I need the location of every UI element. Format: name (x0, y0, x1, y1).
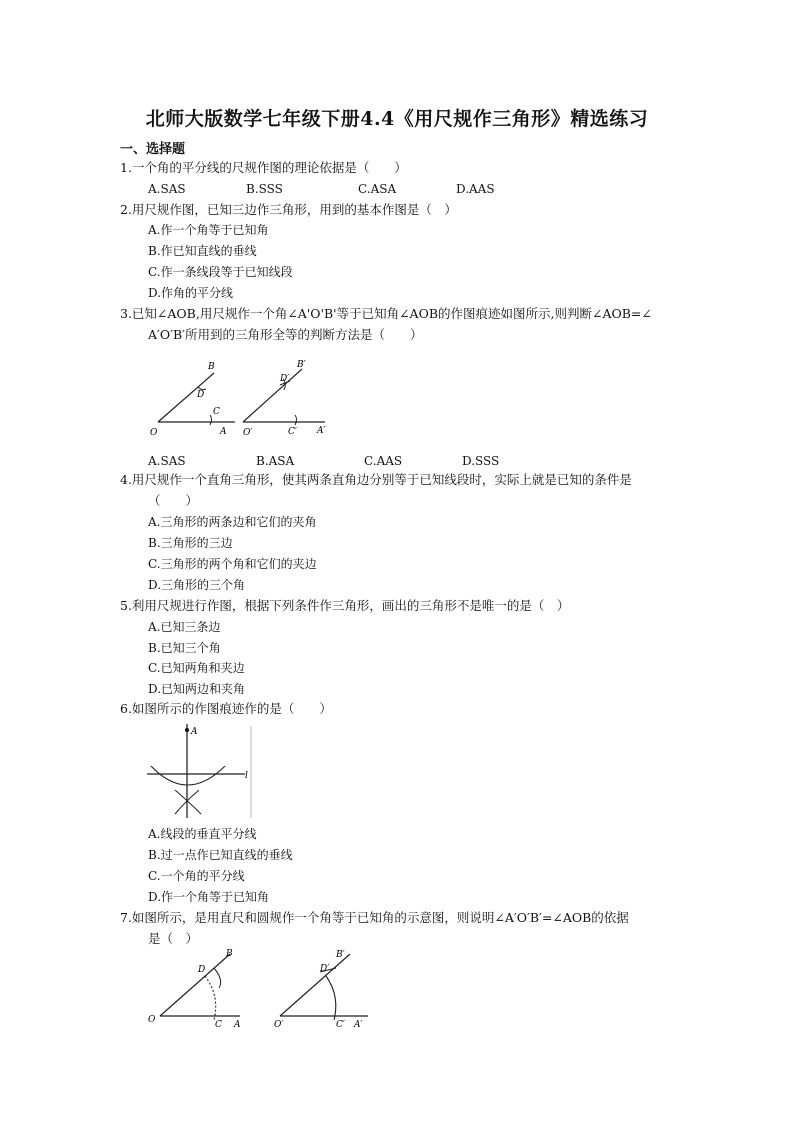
q5-option-d[interactable]: D.已知两边和夹角 (148, 682, 246, 696)
q3-label-o: O (150, 428, 158, 438)
q5-option-c[interactable]: C.已知两角和夹边 (148, 661, 245, 675)
q7-label-o: O (148, 1015, 156, 1025)
q6-option-a[interactable]: A.线段的垂直平分线 (148, 827, 257, 841)
q2-option-c[interactable]: C.作一条线段等于已知线段 (148, 265, 293, 279)
q2-option-d[interactable]: D.作角的平分线 (148, 286, 234, 300)
question-4-stem-line2: （ ） (148, 493, 199, 508)
question-1-stem: 1.一个角的平分线的尺规作图的理论依据是（ ） (120, 160, 407, 175)
question-7-stem-line2: 是（ ） (148, 931, 199, 946)
question-6-figure (145, 720, 260, 820)
question-3-stem-line2: A′O′B′所用到的三角形全等的判断方法是（ ） (148, 327, 423, 342)
q1-option-d[interactable]: D.AAS (456, 182, 495, 196)
q3-label-c: C (213, 407, 220, 417)
q4-option-a[interactable]: A.三角形的两条边和它们的夹角 (148, 515, 317, 529)
q3-label-d: D (197, 390, 205, 400)
q6-label-a: A (191, 727, 198, 737)
q2-option-b[interactable]: B.作已知直线的垂线 (148, 244, 257, 258)
q4-option-b[interactable]: B.三角形的三边 (148, 536, 233, 550)
q4-option-c[interactable]: C.三角形的两个角和它们的夹边 (148, 557, 317, 571)
section-heading: 一、选择题 (120, 142, 186, 157)
q6-option-b[interactable]: B.过一点作已知直线的垂线 (148, 848, 293, 862)
q2-option-a[interactable]: A.作一个角等于已知角 (148, 223, 269, 237)
question-1-options (148, 179, 495, 199)
q6-option-d[interactable]: D.作一个角等于已知角 (148, 890, 270, 904)
question-3-figure (140, 355, 340, 440)
q5-option-a[interactable]: A.已知三条边 (148, 620, 221, 634)
q7-label-d: D (198, 965, 206, 975)
q1-option-c[interactable]: C.ASA (358, 182, 397, 196)
q5-option-b[interactable]: B.已知三个角 (148, 641, 221, 655)
q6-label-l: l (245, 771, 248, 781)
question-2-stem: 2.用尺规作图，已知三边作三角形，用到的基本作图是（ ） (120, 202, 457, 217)
question-3-options (148, 451, 499, 471)
question-5-stem: 5.利用尺规进行作图，根据下列条件作三角形，画出的三角形不是唯一的是（ ） (120, 598, 570, 613)
q7-label-c-prime: C′ (336, 1020, 345, 1030)
q3-label-a-prime: A′ (317, 426, 326, 436)
q3-option-d[interactable]: D.SSS (462, 454, 500, 468)
page-title: 北师大版数学七年级下册4.4《用尺规作三角形》精选练习 (145, 108, 649, 130)
q7-label-a: A (234, 1020, 241, 1030)
q1-option-a[interactable]: A.SAS (148, 182, 186, 196)
q7-label-d-prime: D′ (320, 964, 330, 974)
question-7-figure (140, 948, 380, 1038)
question-3-stem-line1: 3.已知∠AOB,用尺规作一个角∠A'O'B'等于已知角∠AOB的作图痕迹如图所示,则判断∠AOB=∠ (120, 306, 652, 321)
q7-label-o-prime: O′ (274, 1020, 284, 1030)
q7-label-c: C (215, 1020, 222, 1030)
q3-option-c[interactable]: C.AAS (364, 454, 403, 468)
q3-label-a: A (220, 427, 227, 437)
q4-option-d[interactable]: D.三角形的三个角 (148, 578, 246, 592)
question-6-stem: 6.如图所示的作图痕迹作的是（ ） (120, 701, 332, 716)
q3-label-c-prime: C′ (288, 427, 297, 437)
q1-option-b[interactable]: B.SSS (246, 182, 283, 196)
q3-label-d-prime: D′ (280, 374, 290, 384)
q3-option-a[interactable]: A.SAS (148, 454, 186, 468)
question-4-stem-line1: 4.用尺规作一个直角三角形，使其两条直角边分别等于已知线段时，实际上就是已知的条件是 (120, 472, 632, 487)
q7-label-a-prime: A′ (354, 1020, 363, 1030)
q3-label-o-prime: O′ (243, 428, 253, 438)
q3-option-b[interactable]: B.ASA (256, 454, 295, 468)
q3-label-b-prime: B′ (297, 360, 306, 370)
q7-label-b-prime: B′ (336, 950, 345, 960)
q3-label-b: B (208, 362, 215, 372)
q6-option-c[interactable]: C.一个角的平分线 (148, 869, 245, 883)
question-7-stem-line1: 7.如图所示，是用直尺和圆规作一个角等于已知角的示意图，则说明∠A′O′B′=∠AOB的依据 (120, 910, 629, 925)
q7-label-b: B (226, 949, 233, 959)
